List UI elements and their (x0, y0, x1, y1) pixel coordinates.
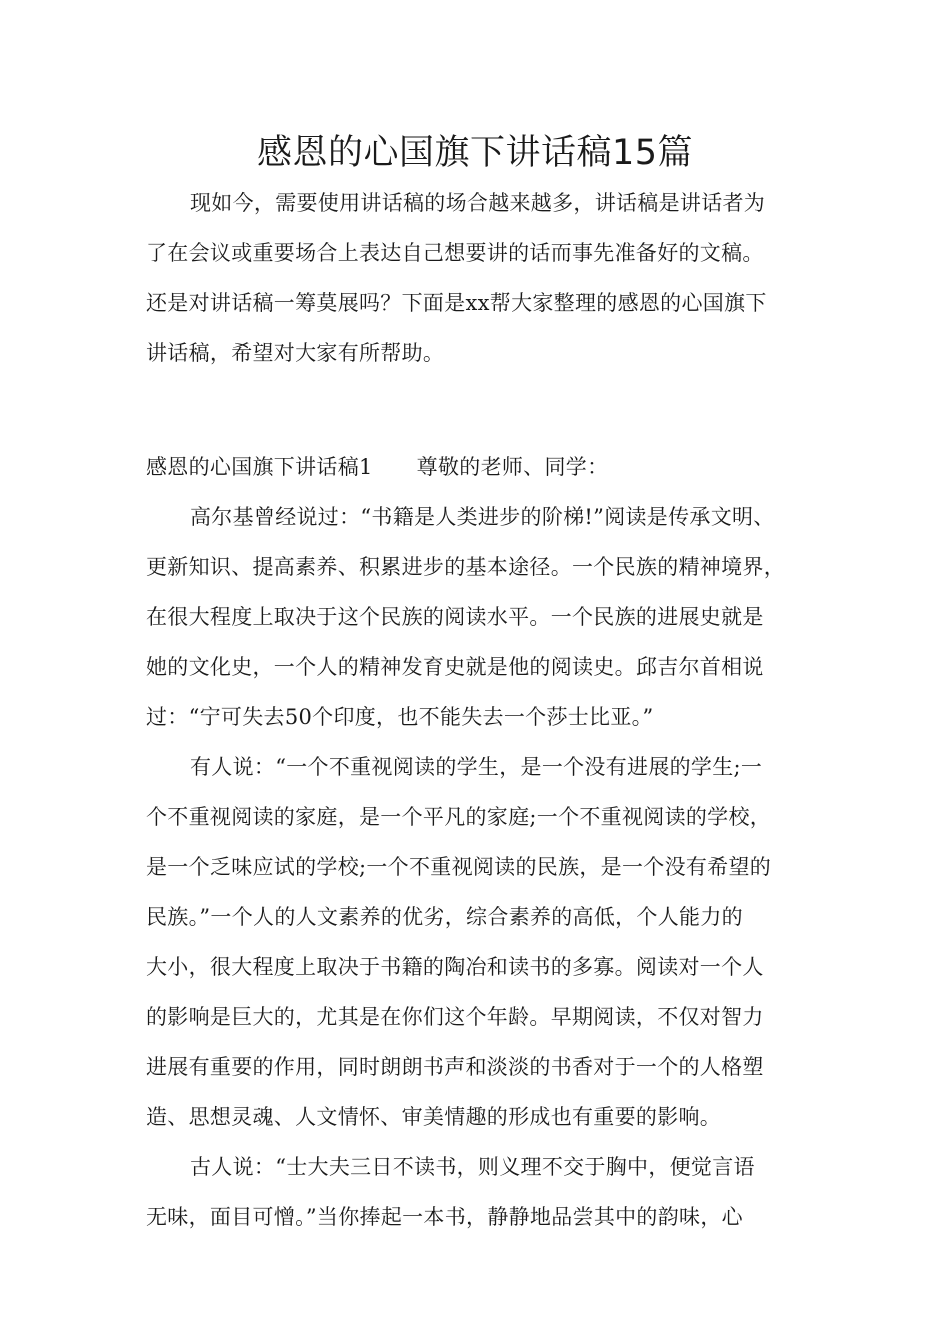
text-line: 无味，面目可憎。”当你捧起一本书，静静地品尝其中的韵味，心 (146, 1205, 743, 1229)
salutation: 尊敬的老师、同学： (416, 455, 609, 479)
section-heading-line (146, 442, 818, 492)
text-line: 高尔基曾经说过：“书籍是人类进步的阶梯!”阅读是传承文明、 (190, 505, 775, 529)
text-line: 她的文化史，一个人的精神发育史就是他的阅读史。邱吉尔首相说 (146, 655, 764, 679)
paragraph-2 (146, 742, 818, 1142)
text-line: 进展有重要的作用，同时朗朗书声和淡淡的书香对于一个的人格塑 (146, 1055, 764, 1079)
paragraph-3 (146, 1142, 818, 1242)
text-line: 过：“宁可失去50个印度，也不能失去一个莎士比亚。” (146, 705, 654, 729)
text-line: 在很大程度上取决于这个民族的阅读水平。一个民族的进展史就是 (146, 605, 764, 629)
text-line: 个不重视阅读的家庭，是一个平凡的家庭;一个不重视阅读的学校， (146, 805, 772, 829)
paragraph-1 (146, 492, 818, 742)
text-line: 古人说：“士大夫三日不读书，则义理不交于胸中，便觉言语 (190, 1155, 755, 1179)
document-title: 感恩的心国旗下讲话稿15篇 (256, 133, 694, 173)
text-line: 是一个乏味应试的学校;一个不重视阅读的民族，是一个没有希望的 (146, 855, 772, 879)
text-line: 有人说：“一个不重视阅读的学生，是一个没有进展的学生;一 (190, 755, 763, 779)
text-line: 还是对讲话稿一筹莫展吗？下面是xx帮大家整理的感恩的心国旗下 (146, 291, 767, 315)
text-line: 现如今，需要使用讲话稿的场合越来越多，讲话稿是讲话者为 (190, 191, 766, 215)
text-line: 的影响是巨大的，尤其是在你们这个年龄。早期阅读，不仅对智力 (146, 1005, 764, 1029)
paragraph-gap (146, 378, 818, 442)
text-line: 讲话稿，希望对大家有所帮助。 (146, 341, 445, 365)
section-heading: 感恩的心国旗下讲话稿1 (146, 455, 373, 479)
intro-paragraph (146, 178, 818, 378)
document-body (146, 178, 818, 1242)
text-line: 造、思想灵魂、人文情怀、审美情趣的形成也有重要的影响。 (146, 1105, 722, 1129)
text-line: 民族。”一个人的人文素养的优劣，综合素养的高低，个人能力的 (146, 905, 743, 929)
text-line: 了在会议或重要场合上表达自己想要讲的话而事先准备好的文稿。 (146, 241, 764, 265)
text-line: 更新知识、提高素养、积累进步的基本途径。一个民族的精神境界， (146, 555, 785, 579)
text-line: 大小，很大程度上取决于书籍的陶冶和读书的多寡。阅读对一个人 (146, 955, 764, 979)
